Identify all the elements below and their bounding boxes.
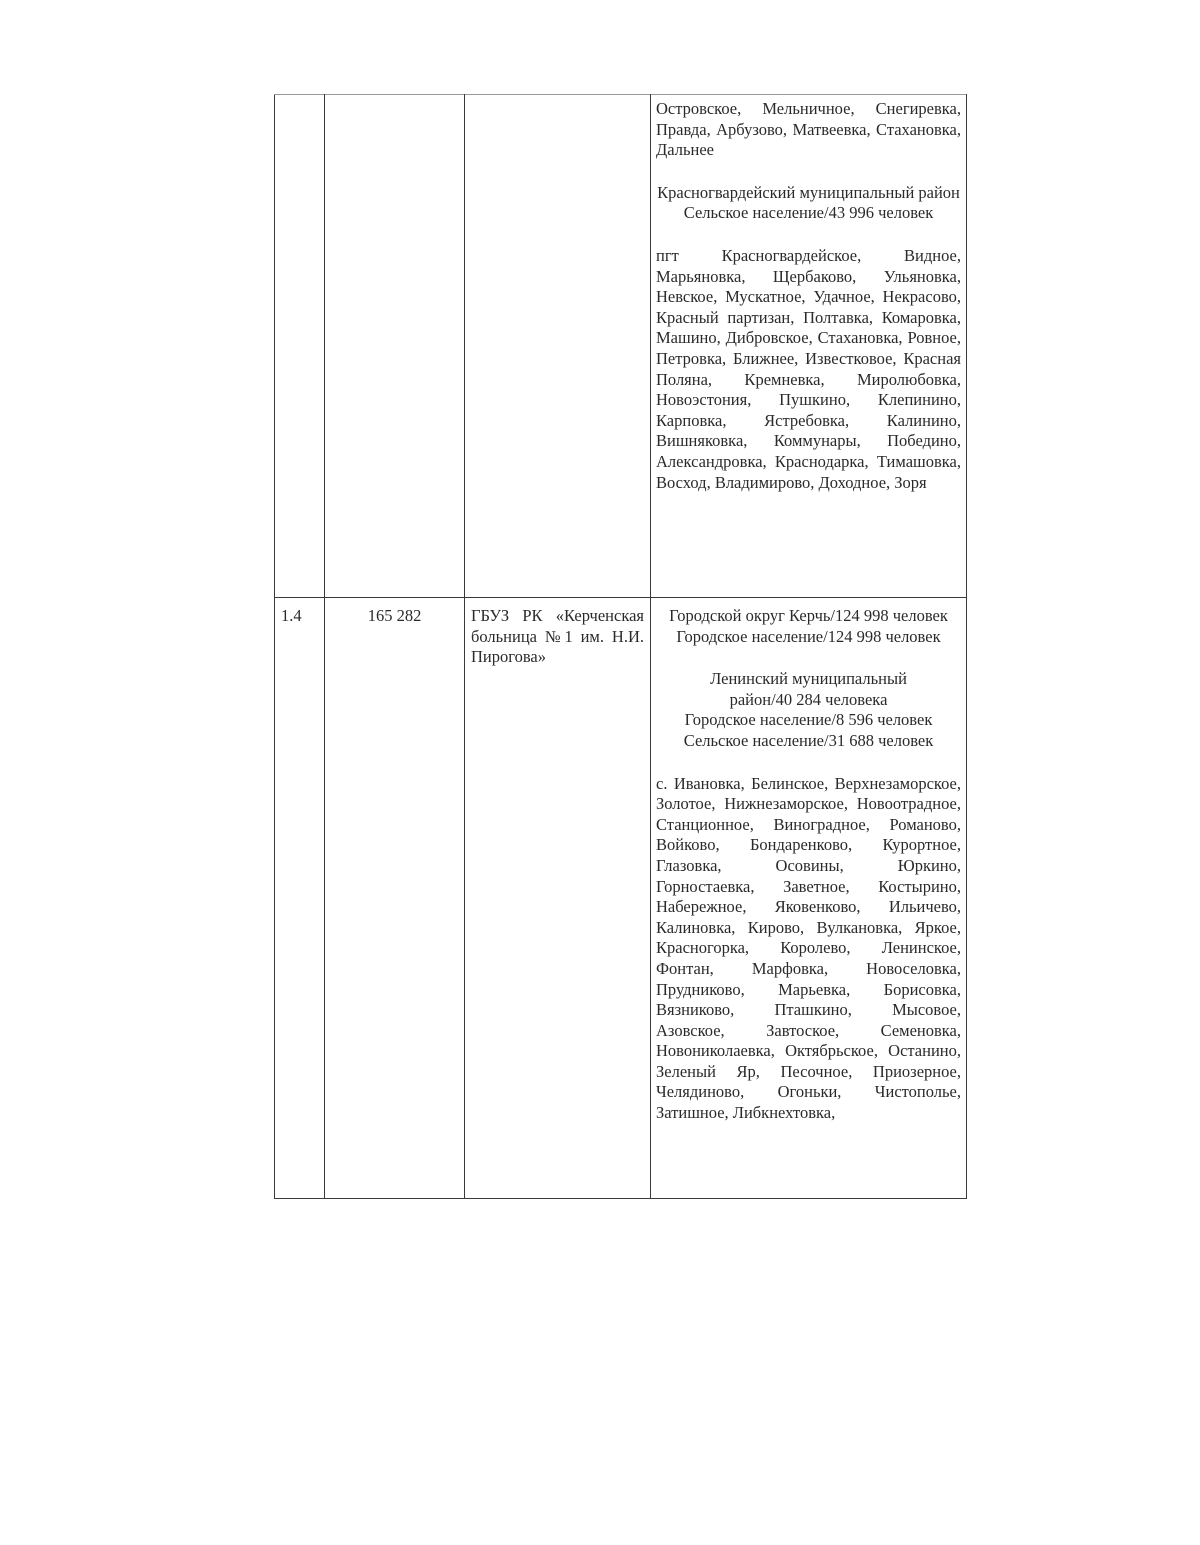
row-number-cell: 1.4	[275, 598, 325, 1199]
rural-population: Сельское население/43 996 человек	[683, 203, 934, 223]
organization-cell	[465, 95, 651, 598]
district-title: Красногвардейский муниципальный район	[657, 182, 960, 202]
localities-list: пгт Красногвардейское, Видное, Марьяновка, Щербаково, Ульяновка, Невское, Мускатное, Удачное, Некрасово, Красный партизан, Полтавка, Комаровка, Машино, Дибровское, Стахановка, Ровное, Петровка, Ближнее, Известковое, Красная Поляна, Кремневка, Миролюбовка, Новоэстония, Пушкино, Клепинино, Карповка, Ястребовка, Калинино, Вишняковка, Коммунары, Победино, Александровка, Краснодарка, Тимашовка, Восход, Владимирово, Доходное, Зоря	[656, 245, 961, 492]
urban-population: Городское население/8 596 человек	[684, 710, 933, 730]
city-title: Городской округ Керчь/124 998 человек	[669, 606, 948, 625]
district-title: Ленинский муниципальный район/40 284 человека	[710, 669, 907, 709]
localities-table	[274, 94, 967, 1199]
localities-list: с. Ивановка, Белинское, Верхнезаморское, Золотое, Нижнезаморское, Новоотрадное, Станционное, Виноградное, Романово, Войково, Бондаренково, Курортное, Глазовка, Осовины, Юркино, Горностаевка, Заветное, Костырино, Набережное, Яковенково, Ильичево, Калиновка, Кирово, Вулкановка, Яркое, Красногорка, Королево, Ленинское, Фонтан, Марфовка, Новоселовка, Прудниково, Марьевка, Борисовка, Вязниково, Пташкино, Мысовое, Азовское, Завтоское, Семеновка, Новониколаевка, Октябрьское, Останино, Зеленый Яр, Песочное, Приозерное, Челядиново, Огоньки, Чистополье, Затишное, Либкнехтовка,	[656, 773, 961, 1123]
table-row	[275, 95, 967, 598]
organization-cell: ГБУЗ РК «Керченская больница №1 им. Н.И. Пирогова»	[465, 598, 651, 1199]
service-area-cell	[651, 598, 967, 1199]
city-urban-population: Городское население/124 998 человек	[676, 626, 941, 646]
service-area-cell	[651, 95, 967, 598]
population-cell	[325, 95, 465, 598]
table-row	[275, 598, 967, 1199]
continued-localities-list: Островское, Мельничное, Снегиревка, Правда, Арбузово, Матвеевка, Стахановка, Дальнее	[656, 99, 961, 160]
rural-population: Сельское население/31 688 человек	[683, 730, 934, 750]
row-number-cell	[275, 95, 325, 598]
population-cell: 165 282	[325, 598, 465, 1199]
